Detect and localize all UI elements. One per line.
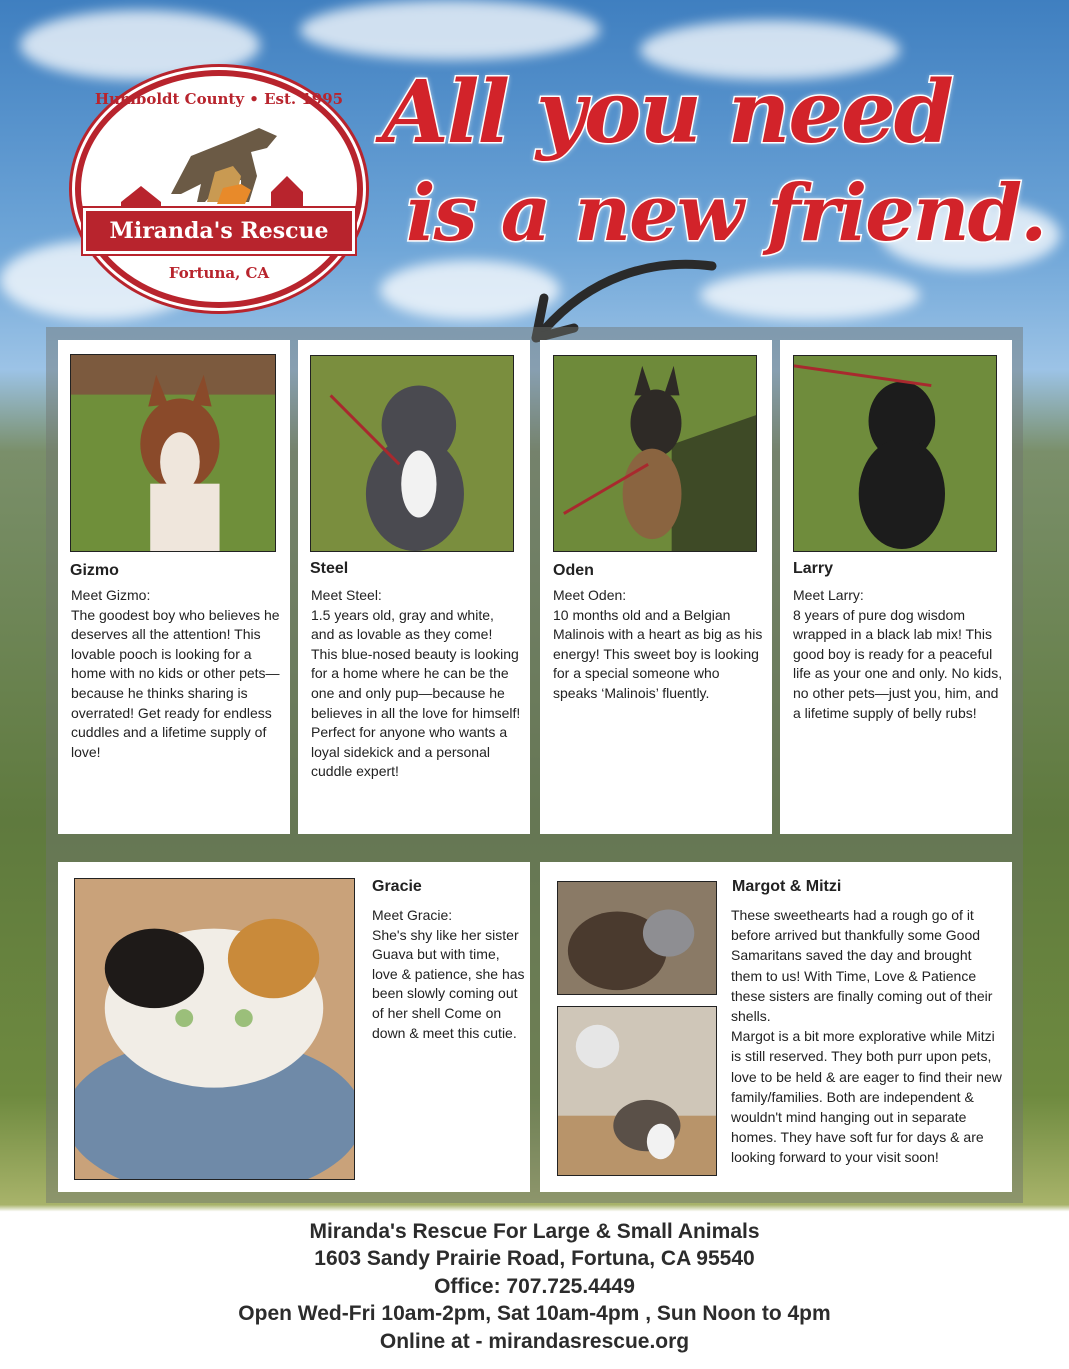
pet-intro: These sweethearts had a rough go of it before arrived but thankfully some Good Samaritans saved the day and brought them to us! With Time, Love & Patience these sisters are finally coming out of their shells. [731, 907, 993, 1025]
pet-card-larry [780, 340, 1012, 834]
pet-body: She's shy like her sister Guava but with time, love & patience, she has been slowly coming out of her shell Come on down & meet this cutie. [372, 926, 525, 1041]
headline-line1: All you need [382, 62, 952, 163]
pet-name: Larry [793, 560, 834, 577]
pet-intro: Meet Oden: [553, 587, 627, 603]
pet-description [553, 586, 763, 704]
pet-name: Steel [310, 560, 349, 577]
pet-intro: Meet Gizmo: [71, 587, 151, 603]
margot-mitzi-photo-2 [557, 1006, 717, 1176]
pet-body: 1.5 years old, gray and white, and as lovable as they come! This blue-nosed beauty is looking for a home where he can be the one and only pup—because he believes in all the love for himself! Perfect for anyone who wants a loyal sidekick and a personal cuddle expert! [311, 606, 521, 780]
pet-name: Gizmo [70, 562, 119, 579]
footer-contact [0, 1218, 1069, 1355]
headline-line2: is a new friend. [406, 168, 1046, 259]
pet-body: 10 months old and a Belgian Malinois with a heart as big as his energy! This sweet boy is looking for a special someone who speaks ‘Malinois’ fluently. [553, 606, 763, 701]
pet-intro: Meet Larry: [793, 587, 864, 603]
pet-card-oden [540, 340, 772, 834]
gracie-photo [74, 878, 355, 1180]
pet-intro: Meet Gracie: [372, 907, 453, 923]
footer-org-name: Miranda's Rescue For Large & Small Animals [309, 1220, 760, 1243]
footer-website: Online at - mirandasrescue.org [379, 1329, 690, 1353]
steel-photo [310, 355, 514, 552]
larry-photo [793, 355, 997, 552]
pet-name: Margot & Mitzi [732, 878, 842, 895]
margot-mitzi-photo-1 [557, 881, 717, 995]
pet-card-gizmo [58, 340, 290, 834]
logo-bottom-text: Fortuna, CA [168, 264, 270, 282]
logo-top-text: Humboldt County • Est. 1995 [94, 90, 344, 108]
rescue-logo [75, 70, 363, 308]
pet-name: Oden [553, 562, 594, 579]
pet-description [311, 586, 521, 782]
footer-address: 1603 Sandy Prairie Road, Fortuna, CA 95540 [314, 1247, 755, 1271]
pet-body: The goodest boy who believes he deserves all the attention! This lovable pooch is looking for a home with no kids or other pets—because he thinks sharing is overrated! Get ready for endless cuddles and a lifetime supply of love! [71, 606, 280, 760]
pet-description [71, 586, 281, 762]
pet-description [731, 905, 1003, 1168]
footer-phone: Office: 707.725.4449 [434, 1274, 635, 1298]
cloud [700, 270, 920, 320]
logo-name-banner: Miranda's Rescue [83, 208, 355, 254]
footer-hours: Open Wed-Fri 10am-2pm, Sat 10am-4pm , Sun Noon to 4pm [238, 1302, 831, 1326]
pet-name: Gracie [372, 878, 422, 895]
pet-description [793, 586, 1003, 723]
pet-body: 8 years of pure dog wisdom wrapped in a black lab mix! This good boy is ready for a peaceful life as your one and only. No kids, no other pets—just you, him, and a lifetime supply of belly rubs! [793, 606, 1003, 721]
pet-card-gracie [58, 862, 530, 1192]
pet-intro: Meet Steel: [311, 587, 382, 603]
pet-body: Margot is a bit more explorative while Mitzi is still reserved. They both purr upon pets, love to be held & are eager to find their new family/families. Both are independent & wouldn't mind hanging out in separate homes. They have soft fur for days & are looking forward to your visit soon! [731, 1028, 1002, 1166]
pet-description [372, 906, 528, 1043]
pet-card-margot-mitzi [540, 862, 1012, 1192]
pet-card-steel [298, 340, 530, 834]
gizmo-photo [70, 354, 276, 552]
oden-photo [553, 355, 757, 552]
cloud [300, 0, 600, 60]
